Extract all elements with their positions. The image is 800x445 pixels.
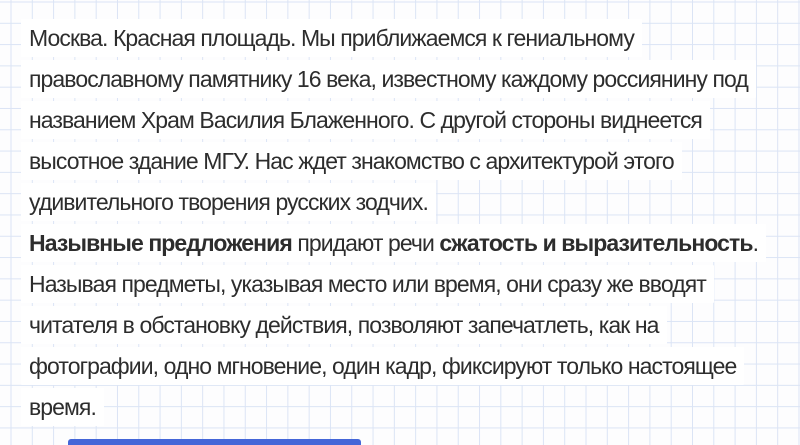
text-line-highlight	[21, 60, 756, 98]
text-segment: высотное здание МГУ. Нас ждет знакомство с архитектурой этого	[29, 148, 674, 174]
horizontal-scrollbar-thumb[interactable]	[68, 439, 361, 445]
text-line-highlight	[21, 388, 104, 426]
text-segment: Москва. Красная площадь. Мы приближаемся к гениальному	[29, 25, 634, 51]
text-line-highlight	[21, 142, 682, 180]
text-line-highlight	[21, 19, 642, 57]
text-line	[21, 387, 800, 428]
text-segment: читателя в обстановку действия, позволяют запечатлеть, как на	[29, 312, 659, 338]
text-segment: .	[752, 230, 759, 256]
text-line	[21, 141, 800, 182]
text-segment: названием Храм Василия Блаженного. С другой стороны виднеется	[29, 107, 702, 133]
text-line-highlight	[21, 347, 744, 385]
text-line	[21, 223, 800, 264]
text-segment: православному памятнику 16 века, известному каждому россиянину под	[29, 66, 748, 92]
text-line	[21, 18, 800, 59]
text-line-highlight	[21, 265, 714, 303]
text-segment: время.	[29, 394, 96, 420]
bold-text-segment: Назывные предложения	[29, 230, 292, 256]
text-line-highlight	[21, 306, 667, 344]
text-line	[21, 59, 800, 100]
text-line-highlight	[21, 183, 436, 221]
text-line-highlight	[21, 224, 766, 262]
text-segment: Называя предметы, указывая место или время, они сразу же вводят	[29, 271, 706, 297]
text-segment: придают речи	[291, 230, 440, 256]
text-line	[21, 264, 800, 305]
text-block	[21, 18, 800, 428]
text-segment: удивительного творения русских зодчих.	[29, 189, 428, 215]
bold-text-segment: сжатость и выразительность	[439, 230, 753, 256]
text-line	[21, 346, 800, 387]
text-line	[21, 182, 800, 223]
text-line-highlight	[21, 101, 710, 139]
text-segment: фотографии, одно мгновение, один кадр, фиксируют только настоящее	[29, 353, 737, 379]
text-line	[21, 100, 800, 141]
text-line	[21, 305, 800, 346]
